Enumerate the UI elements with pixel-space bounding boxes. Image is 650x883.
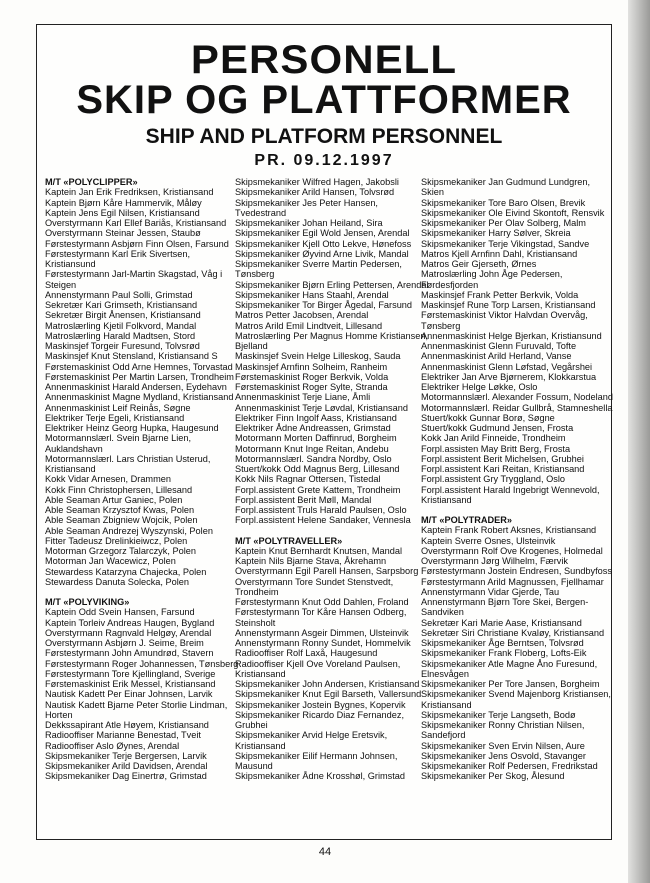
crew-entry-line: Kaptein Odd Svein Hansen, Farsund [45,607,195,618]
crew-entry-line: Skipsmekaniker Bjørn Erling Pettersen, Arendal [235,279,429,290]
crew-entry-line: Skipsmekaniker Svend Majenborg Kristiansen, [421,689,611,700]
crew-entry-line: Førstestyrmann Jostein Endresen, Sundbyfoss [421,566,612,577]
crew-entry-line: Kaptein Nils Bjarne Stava, Åkrehamn [235,556,387,566]
crew-entry-line: Forpl.assisten May Britt Berg, Frosta [421,443,571,454]
crew-entry-line: Skipsmekaniker Wilfred Hagen, Jakobsli [235,177,399,187]
crew-entry-line: Skipsmekaniker John Andersen, Kristiansand [235,679,420,689]
crew-entry-line: Kokk Jan Arild Finneide, Trondheim [421,433,566,444]
title-line-2: SKIP OG PLATTFORMER [76,78,572,122]
crew-entry-line: Skipsmekaniker Sven Ervin Nilsen, Aure [421,740,585,751]
crew-entry-line: Førstestyrmann Asbjørn Finn Olsen, Farsund [45,238,229,249]
page-edge-shadow [628,0,650,883]
crew-entry-line: Radiooffiser Rolf Laxå, Haugesund [235,648,378,659]
crew-entry-line: Forpl.assistent Harald Ingebrigt Wennevold, [421,484,600,495]
section-gap [421,505,607,515]
crew-entry-line: Annenstyrmann Asgeir Dimmen, Ulsteinvik [235,627,409,638]
crew-entry-line: Radiooffiser Aslo Øynes, Arendal [45,740,180,751]
crew-entry-line: Steigen [45,279,77,290]
crew-entry-line: Skipsmekaniker Åge Berntsen, Tolvsrød [421,638,584,648]
crew-entry-line: Able Seaman Zbigniew Wojcik, Polen [45,515,198,526]
crew-entry-line: Matros Arild Emil Lindtveit, Lillesand [235,320,383,331]
column-2 [235,177,429,782]
crew-entry-line: Annenmaskinist Terje Liane, Åmli [235,392,371,403]
crew-entry-line: Kristiansand [45,464,96,474]
crew-entry-line: Overstyrmann Rolf Ove Krogenes, Holmedal [421,545,603,556]
crew-entry-line: Motormann Morten Daffinrud, Borgheim [235,433,397,444]
crew-entry-line: Annenmaskinist Helge Bjerkan, Kristiansund [421,330,602,341]
column-3 [421,177,614,782]
crew-entry-line: Overstyrmann Ragnvald Helgøy, Arendal [45,627,212,638]
crew-entry-line: Maskinsjef Knut Stensland, Kristiansand S [45,351,218,362]
crew-entry-line: Grubhei [235,720,268,730]
crew-entry-line: Skipsmekaniker Terje Vikingstad, Sandve [421,238,590,249]
subtitle: SHIP AND PLATFORM PERSONNEL [145,125,503,148]
crew-entry-line: Forpl.assistent Berit Michelsen, Grubhei [421,453,584,464]
crew-entry-line: Maskinsjef Torgeir Furesund, Tolvsrød [45,341,200,351]
crew-entry-line: Motorman Jan Wacewicz, Polen [45,556,176,567]
crew-entry-line: Matroslærling John Åge Pedersen, [421,269,563,280]
crew-entry-line: Kristiansand [421,494,472,505]
crew-entry-line: Motormannslærl. Sandra Nordby, Oslo [235,453,392,464]
crew-entry-line: Kristiansand [235,740,286,751]
crew-entry-line: Annenmaskinist Glenn Løfstad, Vegårshei [421,361,593,372]
crew-entry-line: Forpl.assistent Grete Kattem, Trondheim [235,484,401,495]
crew-entry-line: Forpl.assistent Kari Reitan, Kristiansand [421,464,585,474]
date-line: PR. 09.12.1997 [254,152,394,169]
crew-entry-line: Kristiansand [235,668,286,679]
crew-entry-line: Annenstyrmann Vidar Gjerde, Tau [421,586,560,597]
crew-entry-line: Annenmaskinist Leif Reinås, Søgne [45,402,191,413]
crew-entry-line: Skipsmekaniker Harry Sølver, Skreia [421,228,571,239]
crew-entry-line: Forpl.assistent Helene Sandaker, Vennesla [235,515,411,526]
crew-entry-line: Sekretær Kari Grimseth, Kristiansand [45,300,198,310]
crew-entry-line: Overstyrmann Egil Parell Hansen, Sarpsborg [235,566,419,577]
crew-entry-line: Kristiansand [421,699,472,710]
crew-entry-line: Sandefjord [421,730,466,741]
crew-entry-line: Skipsmekaniker Jens Osvold, Stavanger [421,750,586,761]
crew-entry-line: Able Seaman Krzysztof Kwas, Polen [45,505,195,515]
crew-entry-line: Elektriker Finn Ingolf Aass, Kristiansand [235,412,397,423]
crew-entry-line: Skipsmekaniker Egil Wold Jensen, Arendal [235,228,410,239]
crew-entry-line: Nautisk Kadett Bjarne Peter Storlie Lindman, [45,699,228,710]
crew-entry-line: Annenstyrmann Bjørn Tore Skei, Bergen- [421,597,589,607]
crew-entry-line: Annenmaskinist Arild Herland, Vanse [421,351,572,362]
crew-entry-line: Skipsmekaniker Atle Magne Åno Furesund, [421,658,598,669]
crew-entry-line: Skien [421,187,444,198]
crew-entry-line: Elektriker Ådne Andreassen, Grimstad [235,423,391,433]
crew-entry-line: Tønsberg [421,320,461,331]
crew-entry-line: Skipsmekaniker Øyvind Arne Livik, Mandal [235,248,409,259]
crew-entry-line: Annenmaskinist Terje Løvdal, Kristiansand [235,402,408,413]
crew-entry-line: Skipsmekaniker Ådne Krosshøl, Grimstad [235,771,406,782]
crew-entry-line: Stuert/kokk Odd Magnus Berg, Lillesand [235,464,400,474]
crew-entry-line: Skipsmekaniker Jostein Bygnes, Kopervik [235,699,406,710]
ship-heading: M/T «POLYTRAVELLER» [235,535,343,546]
crew-entry-line: Skipsmekaniker Ole Eivind Skontoft, Rensvik [421,207,605,218]
crew-entry-line: Førstemaskinist Roger Berkvik, Volda [235,371,389,382]
crew-entry-line: Førstemaskinist Erik Messel, Kristiansand [45,679,216,689]
crew-entry-line: Dekkssapirant Atle Høyem, Kristiansand [45,720,209,730]
crew-entry-line: Sandviken [421,607,464,618]
crew-entry-line: Motorman Grzegorz Talarczyk, Polen [45,546,196,556]
crew-entry-line: Annenmaskinist Harald Andersen, Eydehavn [45,382,227,392]
crew-entry-line: Overstyrmann Asbjørn J. Seime, Breim [45,638,204,648]
crew-entry-line: Førstemaskinist Odd Arne Hemnes, Torvastad [45,361,233,372]
crew-entry-line: Auklandshavn [45,443,103,454]
crew-entry-line: Forpl.assistent Gry Tryggland, Oslo [421,474,565,485]
crew-entry-line: Skipsmekaniker Arild Hansen, Tolvsrød [235,187,395,198]
crew-entry-line: Radiooffiser Kjell Ove Voreland Paulsen, [235,658,401,669]
crew-entry-line: Radiooffiser Marianne Benestad, Tveit [45,730,201,741]
crew-entry-line: Overstyrmann Karl Ellef Bariås, Kristiansand [45,218,227,228]
ship-heading: M/T «POLYCLIPPER» [45,177,138,187]
crew-entry-line: Skipsmekaniker Arild Davidsen, Arendal [45,761,208,771]
crew-entry-line: Kaptein Knut Bernhardt Knutsen, Mandal [235,545,403,556]
crew-entry-line: Fitter Tadeusz Drelinkieiwcz, Polen [45,535,188,546]
crew-entry-line: Maskinsjef Svein Helge Lilleskog, Sauda [235,351,401,362]
crew-entry-line: Kokk Nils Ragnar Ottersen, Tistedal [235,474,381,485]
crew-entry-line: Annenmaskinist Glenn Furuvald, Tofte [421,341,577,351]
page-frame [36,24,612,840]
crew-entry-line: Skipsmekaniker Sverre Martin Pedersen, [235,259,402,269]
crew-entry-line: Skipsmekaniker Per Skog, Ålesund [421,771,565,782]
column-1 [45,177,239,782]
crew-entry-line: Skipsmekaniker Terje Bergersen, Larvik [45,750,207,761]
crew-entry-line: Kaptein Jens Egil Nilsen, Kristiansand [45,207,200,218]
crew-entry-line: Matros Petter Jacobsen, Arendal [235,310,369,321]
crew-entry-line: Kristiansund [45,259,96,269]
crew-entry-line: Bjelland [235,341,268,351]
crew-entry-line: Matroslærling Kjetil Folkvord, Mandal [45,320,197,331]
crew-entry-line: Nautisk Kadett Per Einar Johnsen, Larvik [45,689,213,700]
crew-entry-line: Skipsmekaniker Tore Baro Olsen, Brevik [421,197,586,208]
crew-entry-line: Able Seaman Artur Ganiec, Polen [45,494,183,505]
crew-entry-line: Tønsberg [235,269,275,280]
crew-entry-line: Matros Kjell Arnfinn Dahl, Kristiansand [421,248,578,259]
crew-entry-line: Førstemaskinist Viktor Halvdan Overvåg, [421,310,588,321]
crew-entry-line: Sekretær Birgit Ånensen, Kristiansand [45,310,201,321]
crew-entry-line: Skipsmekaniker Jan Gudmund Lundgren, [421,177,591,187]
crew-entry-line: Førstestyrmann Roger Johannessen, Tønsberg [45,658,239,669]
crew-entry-line: Trondheim [235,586,279,597]
crew-entry-line: Mausund [235,761,273,771]
crew-entry-line: Skipsmekaniker Knut Egil Barseth, Vallersund [235,689,422,700]
crew-entry-line: Stuert/kokk Gudmund Jensen, Frosta [421,423,574,433]
crew-entry-line: Førstemaskinist Roger Sylte, Stranda [235,382,388,392]
crew-entry-line: Kaptein Bjørn Kåre Hammervik, Måløy [45,197,202,208]
crew-entry-line: Elektriker Heinz Georg Hupka, Haugesund [45,423,219,433]
crew-entry-line: Matroslærling Per Magnus Homme Kristiansen, [235,330,429,341]
crew-entry-line: Førstestyrmann Tore Kjellingland, Sverige [45,668,216,679]
crew-entry-line: Forpl.assistent Berit Møll, Mandal [235,494,372,505]
section-gap [235,526,421,536]
crew-entry-line: Elektriker Terje Egeli, Kristiansand [45,412,185,423]
crew-entry-line: Kokk Finn Christophersen, Lillesand [45,484,193,495]
title-line-1: PERSONELL [190,38,458,82]
crew-entry-line: Førstestyrmann John Amundrød, Stavern [45,648,214,659]
section-gap [45,587,233,597]
crew-entry-line: Skipsmekaniker Kjell Otto Lekve, Hønefoss [235,238,412,249]
crew-entry-line: Skipsmekaniker Ronny Christian Nilsen, [421,720,585,730]
crew-entry-line: Skipsmekaniker Eilif Hermann Johnsen, [235,750,398,761]
crew-entry-line: Kaptein Jan Erik Fredriksen, Kristiansand [45,187,214,198]
crew-entry-line: Førstemaskinist Per Martin Larsen, Trondheim [45,371,234,382]
crew-entry-line: Tvedestrand [235,207,287,218]
crew-entry-line: Elektriker Helge Løkke, Oslo [421,382,538,392]
crew-entry-line: Annenstyrmann Paul Solli, Grimstad [45,289,193,300]
crew-entry-line: Maskinsjef Frank Petter Berkvik, Volda [421,289,579,300]
crew-entry-line: Matroslærling Harald Madtsen, Stord [45,330,196,341]
crew-entry-line: Motormann Knut Inge Reitan, Andebu [235,443,389,454]
crew-entry-line: Motormannslærl. Lars Christian Usterud, [45,453,211,464]
crew-entry-line: Førstestyrmann Jarl-Martin Skagstad, Våg i [45,269,223,280]
crew-entry-line: Annenstyrmann Ronny Sundet, Hommelvik [235,638,411,648]
crew-entry-line: Skipsmekaniker Per Olav Solberg, Malm [421,218,586,228]
crew-entry-line: Stewardess Danuta Solecka, Polen [45,576,190,587]
crew-entry-line: Skipsmekaniker Hans Staahl, Arendal [235,289,389,300]
crew-entry-line: Førstestyrmann Tor Kåre Hansen Odberg, [235,607,407,618]
crew-entry-line: Overstyrmann Tore Sundet Stenstvedt, [235,576,394,587]
crew-entry-line: Førstestyrmann Karl Erik Sivertsen, [45,248,190,259]
crew-entry-line: Maskinsjef Arnfinn Solheim, Ranheim [235,361,388,372]
crew-entry-line: Forpl.assistent Truls Harald Paulsen, Oslo [235,505,407,515]
crew-entry-line: Annenmaskinist Magne Mydland, Kristiansand [45,392,234,403]
crew-entry-line: Kaptein Sverre Osnes, Ulsteinvik [421,535,556,546]
crew-entry-line: Skipsmekaniker Dag Einertrø, Grimstad [45,771,207,782]
crew-entry-line: Elektriker Jan Arve Bjørnerem, Klokkarstua [421,371,597,382]
crew-entry-line: Matros Geir Gjerseth, Ørnes [421,259,537,269]
ship-heading: M/T «POLYVIKING» [45,597,130,607]
crew-entry-line: Skipsmekaniker Tor Birger Ågedal, Farsund [235,300,413,310]
crew-entry-line: Stuert/kokk Gunnar Borø, Søgne [421,412,555,423]
crew-entry-line: Skipsmekaniker Rolf Pedersen, Fredrikstad [421,761,598,771]
ship-heading: M/T «POLYTRADER» [421,515,513,525]
crew-entry-line: Førstestyrmann Arild Magnussen, Fjellhamar [421,576,604,587]
crew-entry-line: Kokk Vidar Arnesen, Drammen [45,474,171,485]
crew-entry-line: Kaptein Torleiv Andreas Haugen, Bygland [45,617,215,628]
crew-entry-line: Skipsmekaniker Jes Peter Hansen, [235,197,378,208]
crew-entry-line: Motormannslærl. Alexander Fossum, Nodeland [421,392,614,403]
crew-entry-line: Able Seaman Andrezej Wyszynski, Polen [45,525,213,536]
crew-entry-line: Elnesvågen [421,668,470,679]
crew-entry-line: Kaptein Frank Robert Aksnes, Kristiansand [421,525,597,536]
crew-entry-line: Horten [45,709,73,720]
crew-entry-line: Motormannslærl. Svein Bjarne Lien, [45,433,192,444]
crew-entry-line: Førstestyrmann Knut Odd Dahlen, Froland [235,597,409,607]
crew-entry-line: Skipsmekaniker Johan Heiland, Sira [235,218,383,228]
crew-entry-line: Overstyrmann Jørg Wilhelm, Færvik [421,556,569,566]
crew-entry-line: Førdesfjorden [421,279,479,290]
page-number: 44 [318,846,332,858]
crew-entry-line: Overstyrmann Steinar Jessen, Staubø [45,228,201,239]
crew-entry-line: Motormannslærl. Reidar Gullbrå, Stamneshella [421,402,613,413]
crew-entry-line: Sekretær Siri Christiane Kvaløy, Kristiansand [421,627,605,638]
crew-entry-line: Skipsmekaniker Ricardo Diaz Fernandez, [235,709,405,720]
crew-entry-line: Skipsmekaniker Frank Floberg, Lofts-Eik [421,648,587,659]
crew-entry-line: Skipsmekaniker Per Tore Jansen, Borgheim [421,679,600,689]
crew-entry-line: Stewardess Katarzyna Chajecka, Polen [45,566,207,577]
crew-entry-line: Sekretær Kari Marie Aase, Kristiansand [421,617,582,628]
crew-entry-line: Steinsholt [235,617,276,628]
crew-entry-line: Skipsmekaniker Arvid Helge Eretsvik, [235,730,388,741]
crew-entry-line: Maskinsjef Rune Torp Larsen, Kristiansand [421,300,596,310]
crew-entry-line: Skipsmekaniker Terje Langseth, Bodø [421,709,576,720]
